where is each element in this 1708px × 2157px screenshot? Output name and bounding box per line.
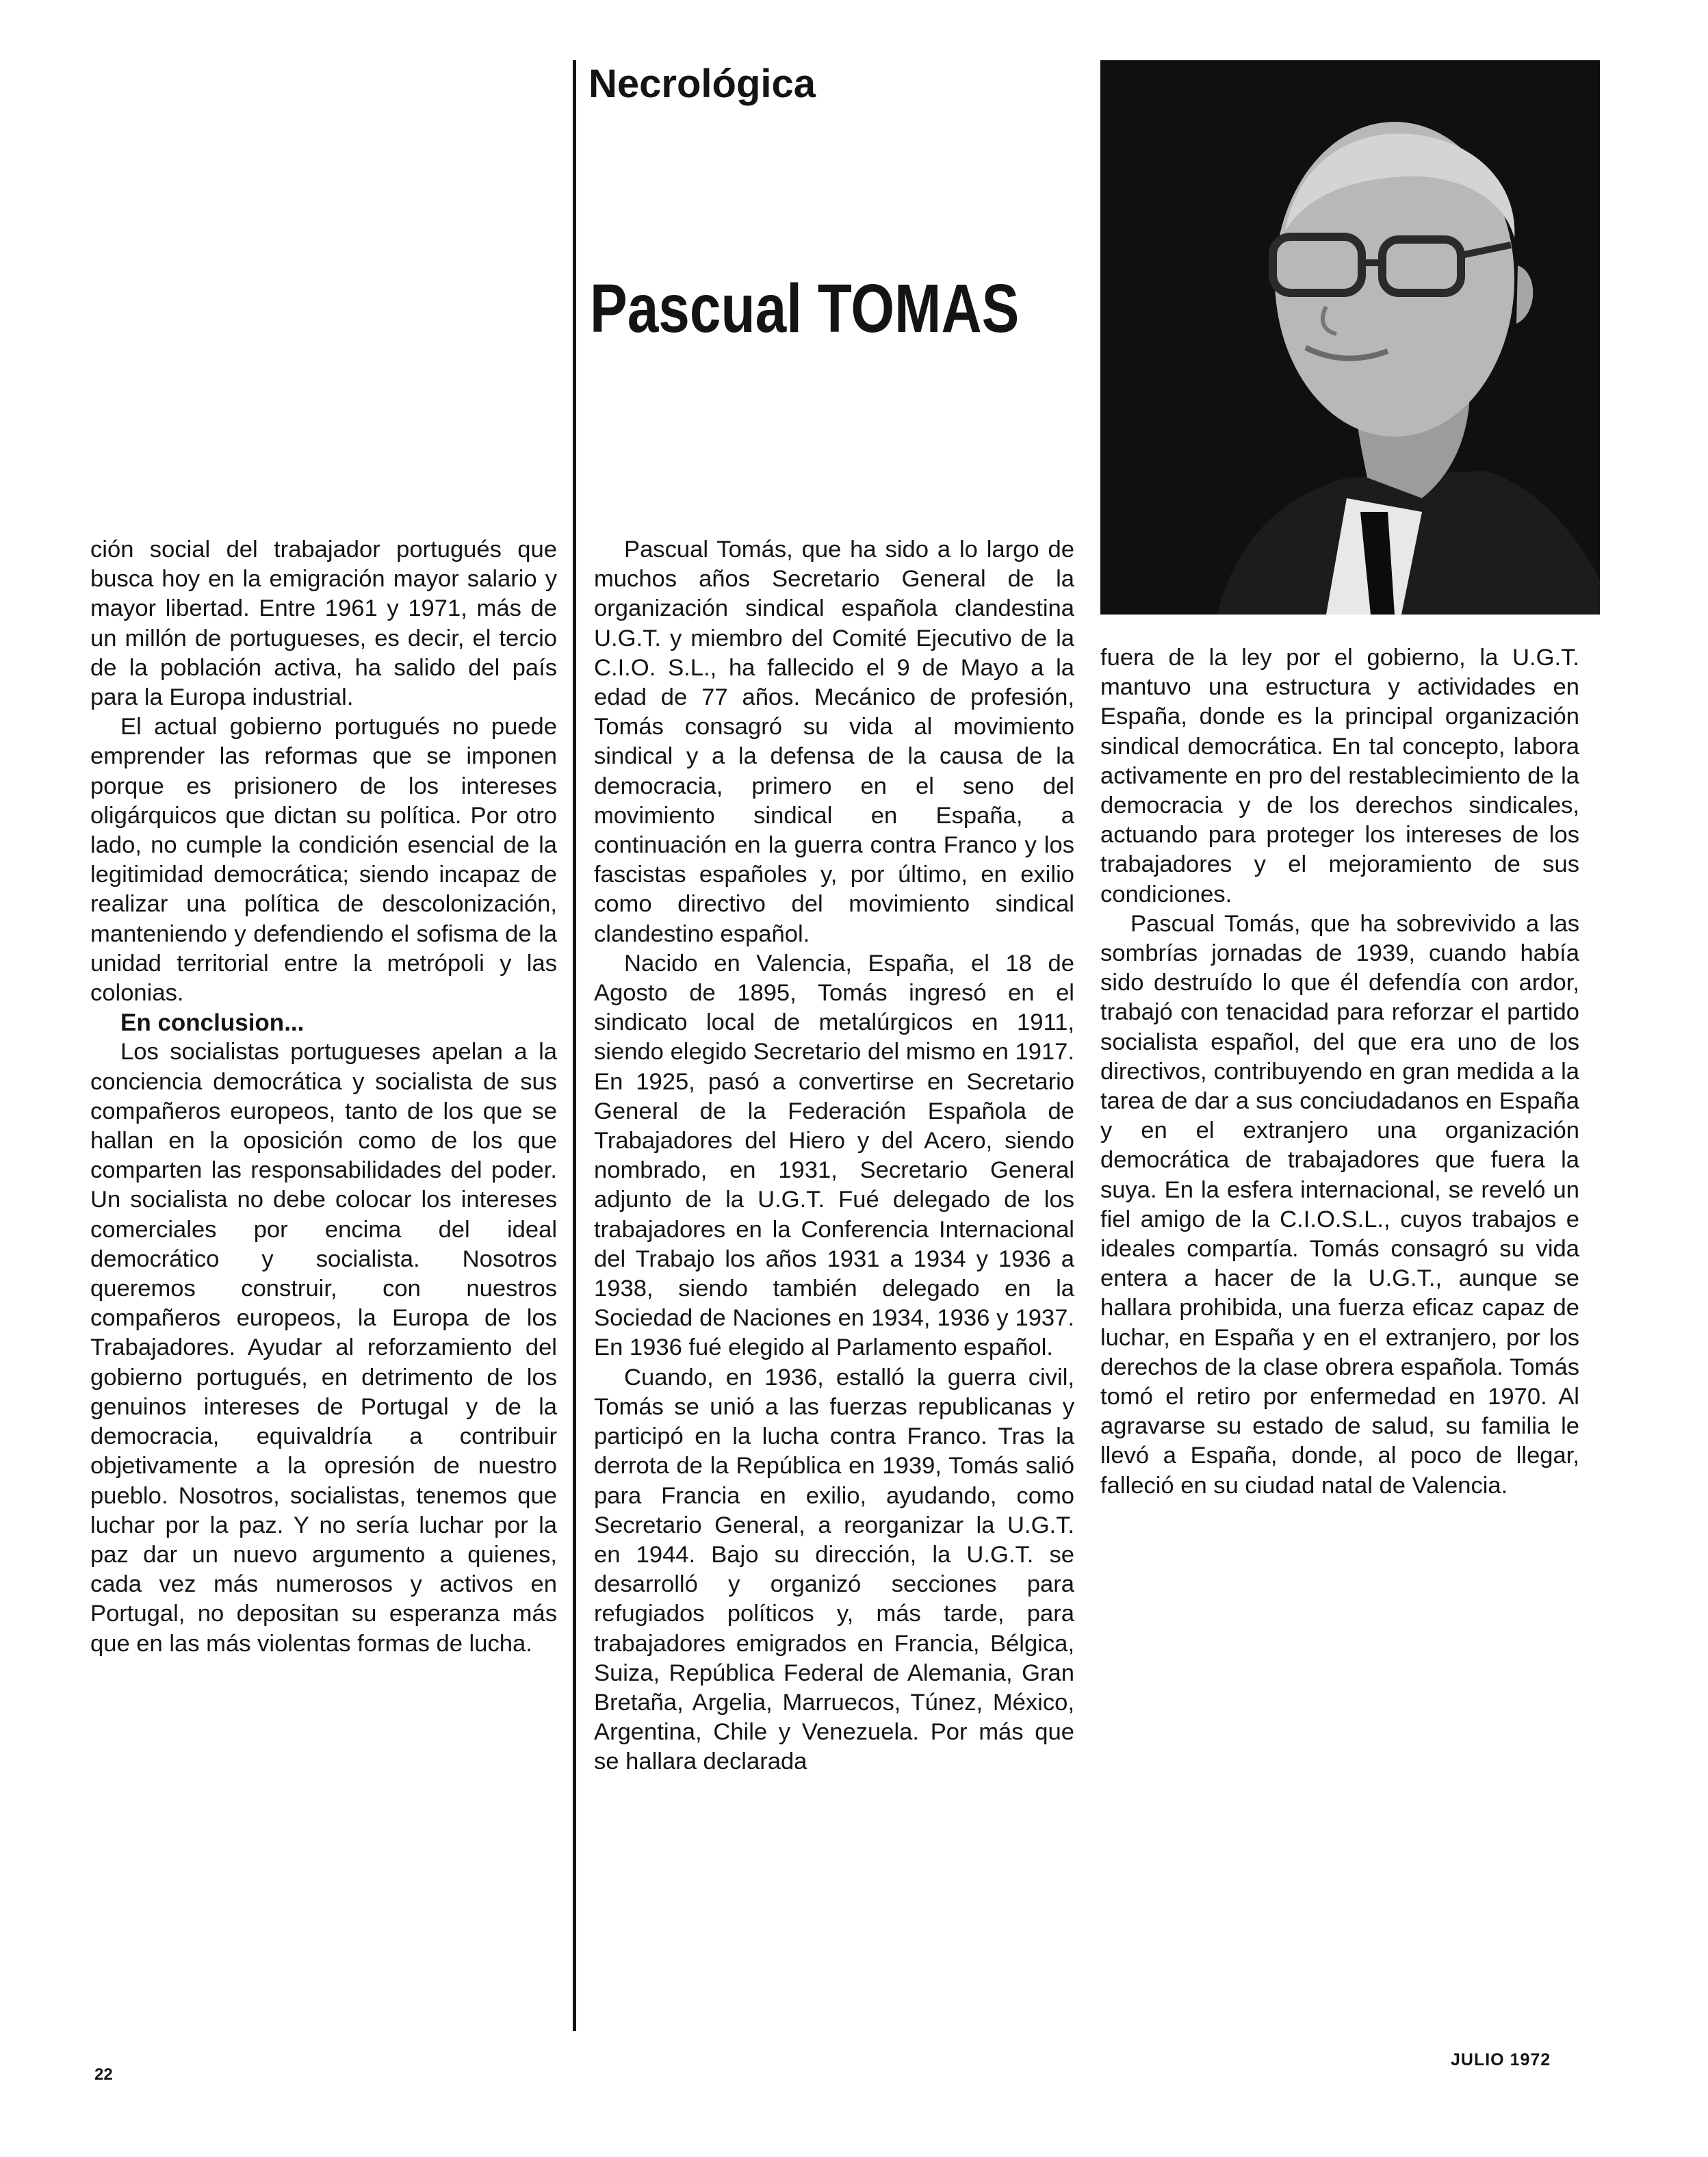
right-paragraph-1: fuera de la ley por el gobierno, la U.G.T. mantuvo una estructura y actividades en España, donde es la principal organización sindical democrática. En tal concepto, labora activamente en pro del restablecimiento de la democracia y de los derechos sindicales, actuando para proteger los intereses de los trabajadores y el mejoramiento de sus condiciones. [1100, 645, 1579, 907]
portrait-photo-icon [1100, 60, 1600, 615]
middle-paragraph-1: Pascual Tomás, que ha sido a lo largo de muchos años Secretario General de la organización sindical española clandestina U.G.T. y miembro del Comité Ejecutivo de la C.I.O. S.L., ha fallecido el 9 de Mayo a la edad de 77 años. Mecánico de profesión, Tomás consagró su vida al movimiento sindical y a la defensa de la causa de la democracia, primero en el seno del movimiento sindical en España, a continuación en la guerra contra Franco y los fascistas españoles y, por último, en exilio como directivo del movimiento sindical clandestino español. [594, 537, 1074, 947]
subheading: En conclusion... [120, 1009, 305, 1037]
middle-paragraph-3: Cuando, en 1936, estalló la guerra civil, Tomás se unió a las fuerzas republicanas y participó en la lucha contra Franco. Tras la derrota de la República en 1939, Tomás salió para Francia en exilio, ayudando, como Secretario General, a reorganizar la U.G.T. en 1944. Bajo su dirección, la U.G.T. se desarrolló y organizó secciones para refugiados políticos y, más tarde, para trabajadores emigrados en Francia, Bélgica, Suiza, República Federal de Alemania, Gran Bretaña, Argelia, Marruecos, Túnez, México, Argentina, Chile y Venezuela. Por más que se hallara declarada [594, 1364, 1074, 1775]
column-divider-rule [573, 60, 576, 2031]
issue-date: JULIO 1972 [1451, 2050, 1551, 2069]
left-paragraph-2: El actual gobierno portugués no puede emprender las reformas que se imponen porque es prisionero de los intereses oligárquicos que dictan su política. Por otro lado, no cumple la condición esencial de la legitimidad democrática; siendo incapaz de realizar una política de descolonización, manteniendo y defendiendo el sofisma de la unidad territorial entre la metrópoli y las colonias. [90, 714, 557, 1007]
section-label: Necrológica [588, 62, 816, 106]
right-column [1100, 643, 1579, 1501]
middle-column [594, 535, 1074, 1777]
left-column [90, 535, 557, 1659]
page-number: 22 [94, 2065, 113, 2084]
article-headline: Pascual TOMAS [590, 270, 1020, 347]
left-paragraph-1: ción social del trabajador portugués que busca hoy en la emigración mayor salario y mayor libertad. Entre 1961 y 1971, más de un millón de portugueses, es decir, el tercio de la población activa, ha salido del país para la Europa industrial. [90, 537, 557, 711]
left-paragraph-3: Los socialistas portugueses apelan a la conciencia democrática y socialista de sus compañeros europeos, tanto de los que se hallan en la oposición como de los que comparten las responsabilidades del poder. Un socialista no debe colocar los intereses comerciales por encima del ideal democrático y socialista. Nosotros queremos construir, con nuestros compañeros europeos, la Europa de los Trabajadores. Ayudar al reforzamiento del gobierno portugués, en detrimento de los genuinos intereses de Portugal y de la democracia, equivaldría a contribuir objetivamente a la opresión de nuestro pueblo. Nosotros, socialistas, tenemos que luchar por la paz. Y no sería luchar por la paz dar un nuevo argumento a quienes, cada vez más numerosos y activos en Portugal, no depositan su esperanza más que en las más violentas formas de lucha. [90, 1039, 557, 1657]
middle-paragraph-2: Nacido en Valencia, España, el 18 de Agosto de 1895, Tomás ingresó en el sindicato local de metalúrgicos en 1911, siendo elegido Secretario del mismo en 1917. En 1925, pasó a convertirse en Secretario General de la Federación Española de Trabajadores del Hiero y del Acero, siendo nombrado, en 1931, Secretario General adjunto de la U.G.T. Fué delegado de los trabajadores en la Conferencia Internacional del Trabajo los años 1931 a 1934 y 1936 a 1938, siendo también delegado en la Sociedad de Naciones en 1934, 1936 y 1937. En 1936 fué elegido al Parlamento español. [594, 950, 1074, 1361]
right-paragraph-2: Pascual Tomás, que ha sobrevivido a las sombrías jornadas de 1939, cuando había sido destruído lo que él defendía con ardor, trabajó con tenacidad para reforzar el partido socialista español, del que era uno de los directivos, contribuyendo en gran medida a la tarea de dar a sus conciudadanos en España y en el extranjero una organización democrática de trabajadores que fuera la suya. En la esfera internacional, se reveló un fiel amigo de la C.I.O.S.L., cuyos trabajos e ideales compartía. Tomás consagró su vida entera a hacer de la U.G.T., aunque se hallara prohibida, una fuerza eficaz capaz de luchar, en España y en el extranjero, por los derechos de la clase obrera española. Tomás tomó el retiro por enfermedad en 1970. Al agravarse su estado de salud, su familia le llevó a España, donde, al poco de llegar, falleció en su ciudad natal de Valencia. [1100, 910, 1579, 1499]
